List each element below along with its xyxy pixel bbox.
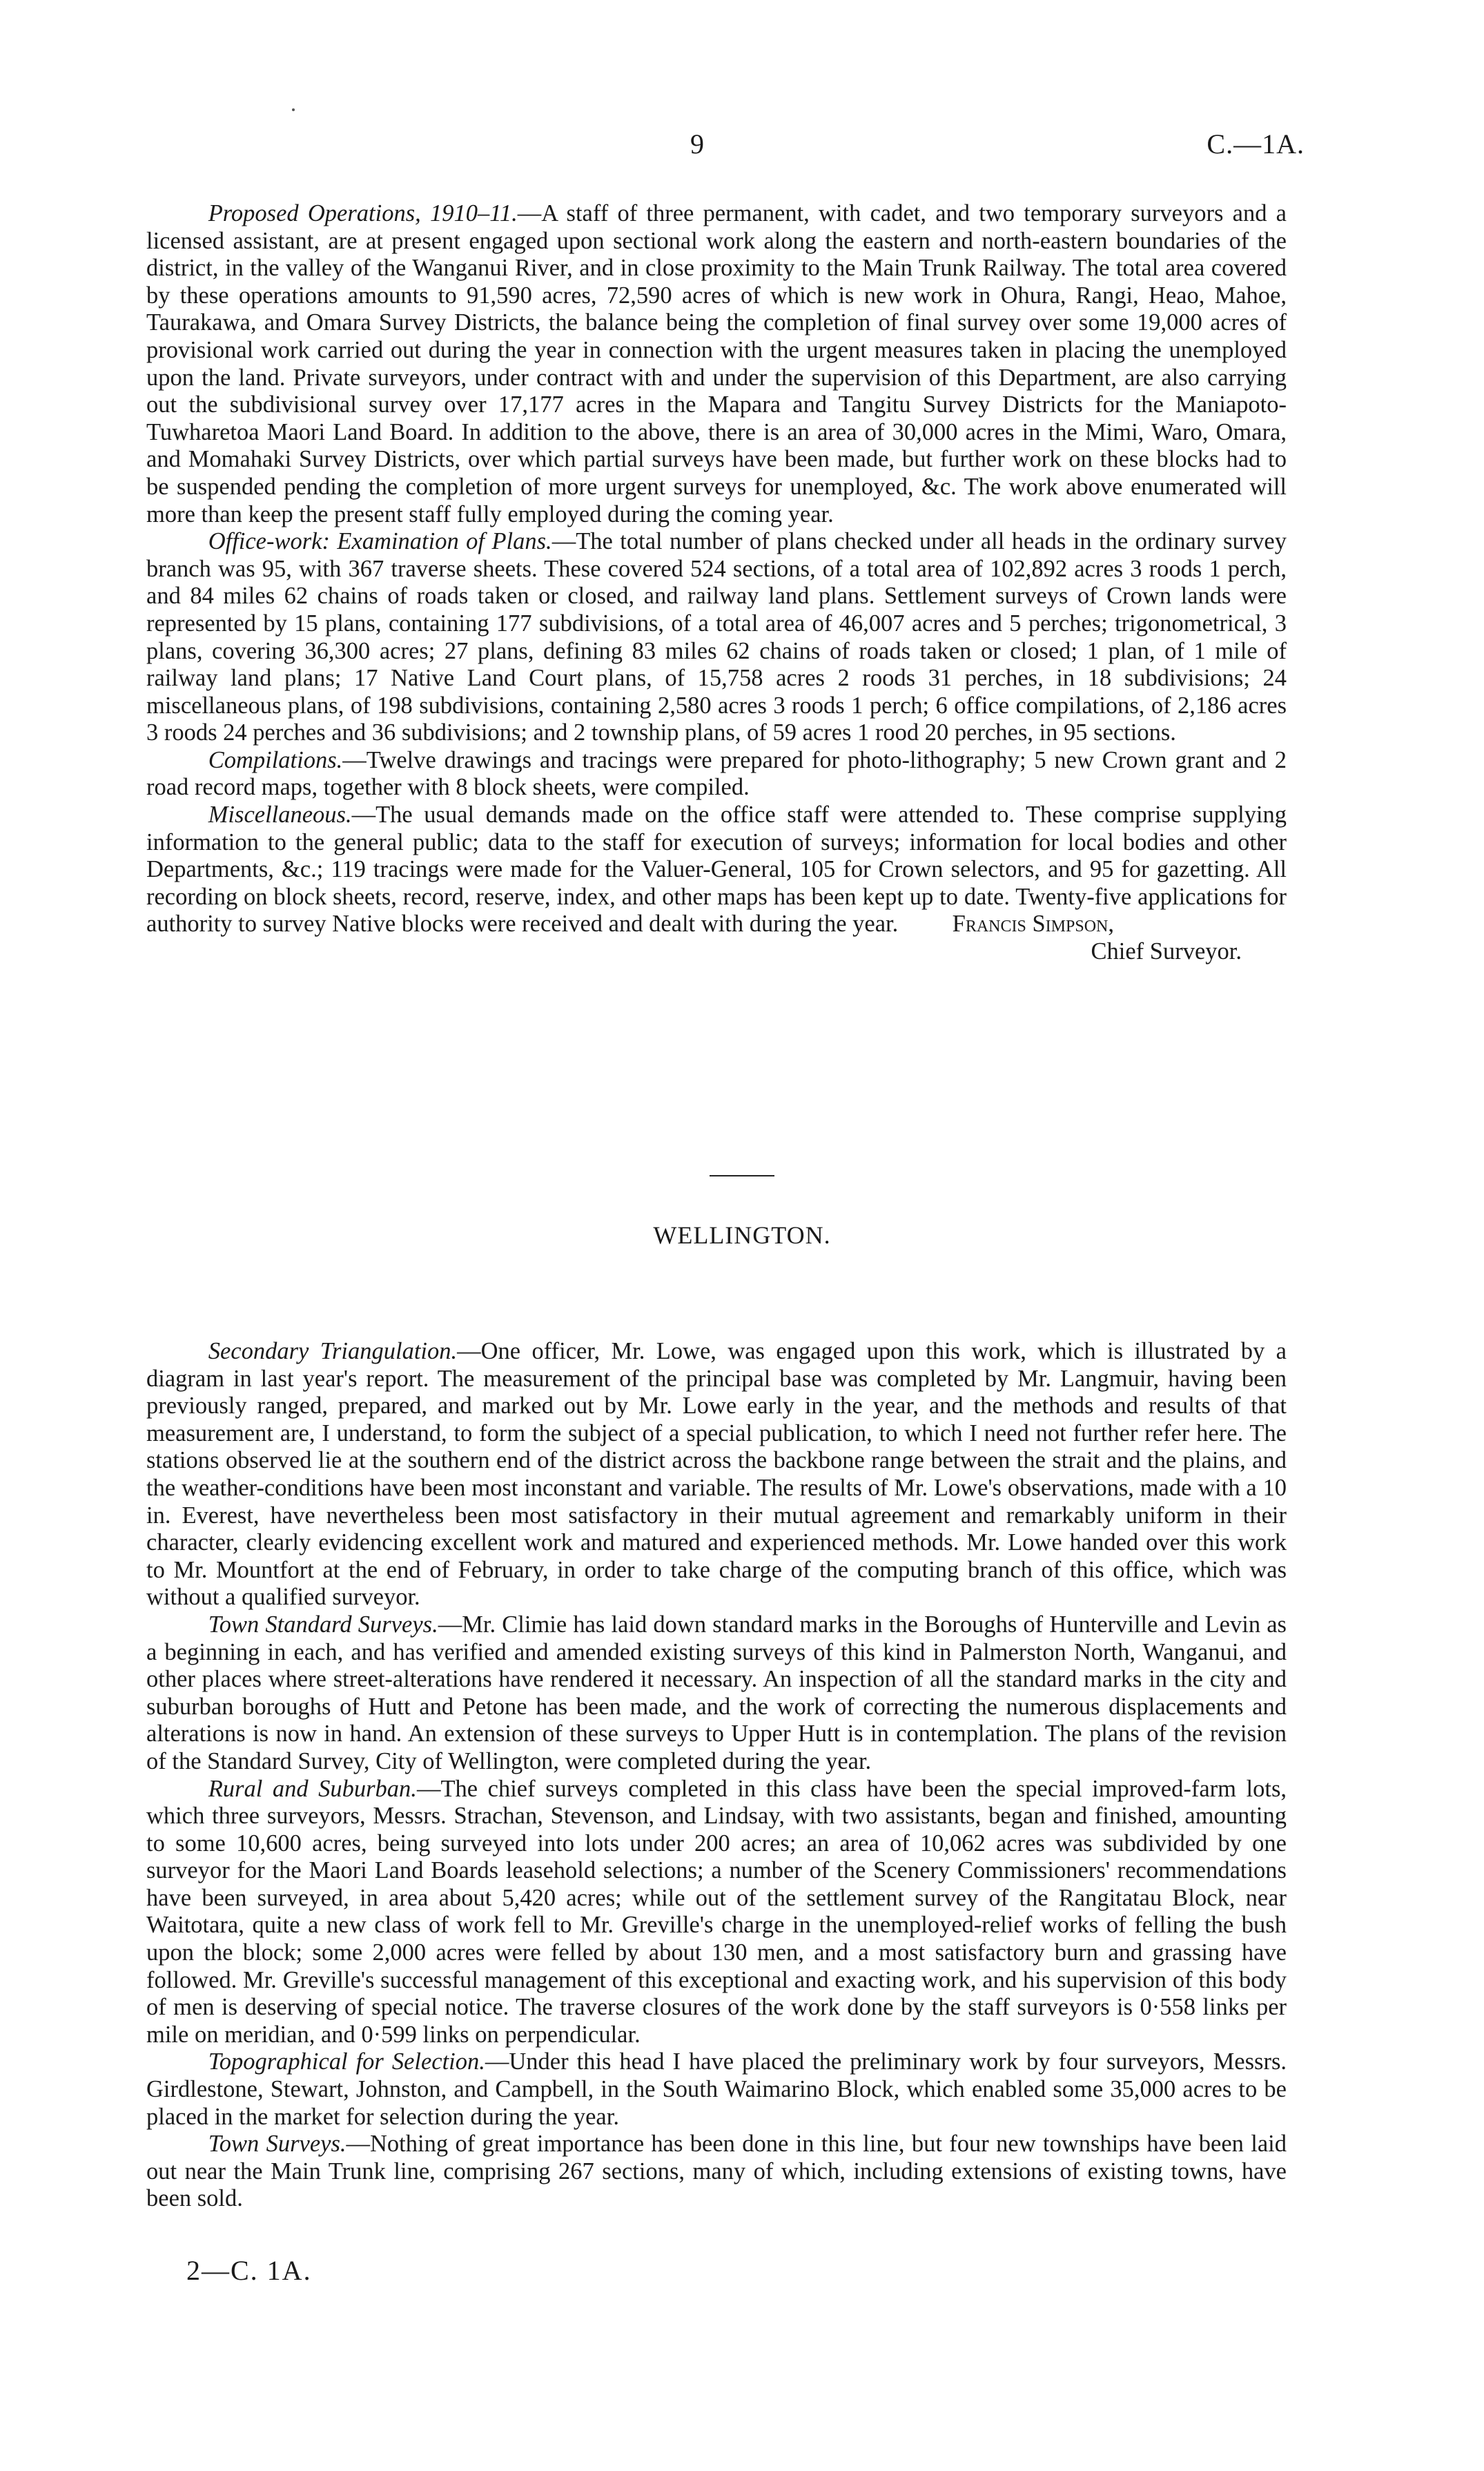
paragraph-heading: Town Standard Surveys. bbox=[208, 1611, 438, 1638]
paragraph-heading: Compilations. bbox=[208, 746, 343, 773]
paragraph-town-surveys bbox=[146, 2131, 1287, 2213]
section-title-wellington: WELLINGTON. bbox=[653, 1221, 831, 1249]
paragraph-proposed-operations bbox=[146, 200, 1287, 528]
paragraph-office-work bbox=[146, 528, 1287, 747]
paragraph-text: —Under this head I have placed the preliminary work by four surveyors, Messrs. Girdlestone, Stewart, Johnston, and Campbell, in the South Waimarino Block, which enabled some 35,000 acres to be placed in the market for selection during the year. bbox=[146, 2048, 1287, 2130]
paragraph-heading: Topographical for Selection. bbox=[208, 2048, 485, 2075]
paragraph-heading: Proposed Operations, 1910–11. bbox=[208, 200, 518, 226]
paragraph-heading: Secondary Triangulation. bbox=[208, 1338, 458, 1364]
signature-reference: 2—C. 1A. bbox=[186, 2255, 312, 2286]
paragraph-text: —The usual demands made on the office staff were attended to. These comprise supplying information to the general public; data to the staff for execution of surveys; information for local bodies and other Departments, &c.; 119 tracings were made for the Valuer-General, 105 for Crown selectors, and 95 for gazetting. All recording on block sheets, record, reserve, index, and other maps has been kept up to date. Twenty-five applications for authority to survey Native blocks were received and dealt with during the year. bbox=[146, 802, 1287, 938]
paragraph-heading: Town Surveys. bbox=[208, 2131, 346, 2158]
paragraph-heading: Miscellaneous. bbox=[208, 802, 352, 828]
paragraph-town-standard-surveys bbox=[146, 1611, 1287, 1776]
paragraph-text: —One officer, Mr. Lowe, was engaged upon this work, which is illustrated by a diagram in last year's report. The measurement of the principal base was completed by Mr. Langmuir, having been previously ranged, prepared, and marked out by Mr. Lowe early in the year, and the methods and results of that measurement are, I understand, to form the subject of a special publication, to which I need not further refer here. The stations observed lie at the southern end of the district across the backbone range between the strait and the plains, and the weather-conditions have been most inconstant and variable. The results of Mr. Lowe's observations, made with a 10 in. Everest, have nevertheless been most satisfactory in their mutual agreement and remarkably uniform in their character, clearly evidencing excellent work and matured and experienced methods. Mr. Lowe handed over this work to Mr. Mountfort at the end of February, in order to take charge of the computing branch of this office, which was without a qualified surveyor. bbox=[146, 1338, 1287, 1611]
page-header bbox=[0, 128, 1484, 169]
paragraph-text: —The chief surveys completed in this class have been the special improved-farm lots, which three surveyors, Messrs. Strachan, Stevenson, and Lindsay, with two assistants, began and finished, amounting to some 10,600 acres, being surveyed into lots under 200 acres; an area of 10,062 acres was subdivided by one surveyor for the Maori Land Boards leasehold selections; a number of the Scenery Commissioners' recommendations have been surveyed, in area about 5,420 acres; while out of the settlement survey of the Rangitatau Block, near Waitotara, quite a new class of work fell to Mr. Greville's charge in the unemployed-relief works of felling the bush upon the block; some 2,000 acres were felled by about 130 men, and a most satisfactory burn and grassing have followed. Mr. Greville's successful management of this exceptional and exacting work, and his supervision of this body of men is deserving of special notice. The traverse closures of the work done by the staff surveyors is 0·558 links per mile on meridian, and 0·599 links on perpendicular. bbox=[146, 1775, 1287, 2048]
paragraph-text: —The total number of plans checked under all heads in the ordinary survey branch was 95, with 367 traverse sheets. These covered 524 sections, of a total area of 102,892 acres 3 roods 1 perch, and 84 miles 62 chains of roads taken or closed, and railway land plans. Settlement surveys of Crown lands were represented by 15 plans, containing 177 subdivisions, of a total area of 46,007 acres and 5 perches; trigonometrical, 3 plans, covering 36,300 acres; 27 plans, defining 83 miles 62 chains of roads taken or closed; 1 plan, of 1 mile of railway land plans; 17 Native Land Court plans, of 15,758 acres 2 roods 31 perches, in 18 subdivisions; 24 miscellaneous plans, of 198 subdivisions, containing 2,580 acres 3 roods 1 perch; 6 office compilations, of 2,186 acres 3 roods 24 perches and 36 subdivisions; and 2 township plans, of 59 acres 1 rood 20 perches, in 95 sections. bbox=[146, 528, 1287, 746]
paragraph-rural-and-suburban bbox=[146, 1776, 1287, 2049]
paragraph-text: —A staff of three permanent, with cadet, and two temporary surveyors and a licensed assistant, are at present engaged upon sectional work along the eastern and north-eastern boundaries of the district, in the valley of the Wanganui River, and in close proximity to the Main Trunk Railway. The total area covered by these operations amounts to 91,590 acres, 72,590 acres of which is new work in Ohura, Rangi, Heao, Mahoe, Taurakawa, and Omara Survey Districts, the balance being the completion of final survey over some 19,000 acres of provisional work carried out during the year in connection with the urgent measures taken in placing the unemployed upon the land. Private surveyors, under contract with and under the supervision of this Department, are also carrying out the subdivisional survey over 17,177 acres in the Mapara and Tangitu Survey Districts for the Maniapoto-Tuwharetoa Maori Land Board. In addition to the above, there is an area of 30,000 acres in the Mimi, Waro, Omara, and Momahaki Survey Districts, over which partial surveys have been made, but further work on these blocks had to be suspended pending the completion of more urgent surveys for unemployed, &c. The work above enumerated will more than keep the present staff fully employed during the coming year. bbox=[146, 200, 1287, 527]
paragraph-compilations bbox=[146, 747, 1287, 802]
paragraph-heading: Rural and Suburban. bbox=[208, 1775, 417, 1802]
paragraph-text: —Twelve drawings and tracings were prepared for photo-lithography; 5 new Crown grant and 2 road record maps, together with 8 block sheets, were compiled. bbox=[146, 746, 1287, 801]
paragraph-text: —Mr. Climie has laid down standard marks in the Boroughs of Hunterville and Levin as a beginning in each, and has verified and amended existing surveys of this kind in Palmerston North, Wanganui, and other places where street-alterations have rendered it necessary. An inspection of all the standard marks in the city and suburban boroughs of Hutt and Petone has been made, and the work of correcting the numerous displacements and alterations is now in hand. An extension of these surveys to Upper Hutt is in contemplation. The plans of the revision of the Standard Survey, City of Wellington, were completed during the year. bbox=[146, 1611, 1287, 1774]
intro-section bbox=[146, 200, 1287, 966]
paragraph-topographical-for-selection bbox=[146, 2048, 1287, 2131]
paragraph-text: —Nothing of great importance has been done in this line, but four new townships have been laid out near the Main Trunk line, comprising 267 sections, many of which, including extensions of existing towns, have been sold. bbox=[146, 2131, 1287, 2212]
page-number: 9 bbox=[690, 128, 704, 159]
paragraph-secondary-triangulation bbox=[146, 1338, 1287, 1611]
signature-name: Francis Simpson, bbox=[952, 911, 1114, 938]
section-divider bbox=[710, 1175, 774, 1176]
stray-mark bbox=[292, 108, 295, 111]
paper-reference: C.—1A. bbox=[1207, 128, 1305, 159]
paragraph-heading: Office-work: Examination of Plans. bbox=[208, 528, 552, 555]
signature-title: Chief Surveyor. bbox=[1091, 938, 1242, 965]
wellington-section bbox=[146, 1338, 1287, 2213]
